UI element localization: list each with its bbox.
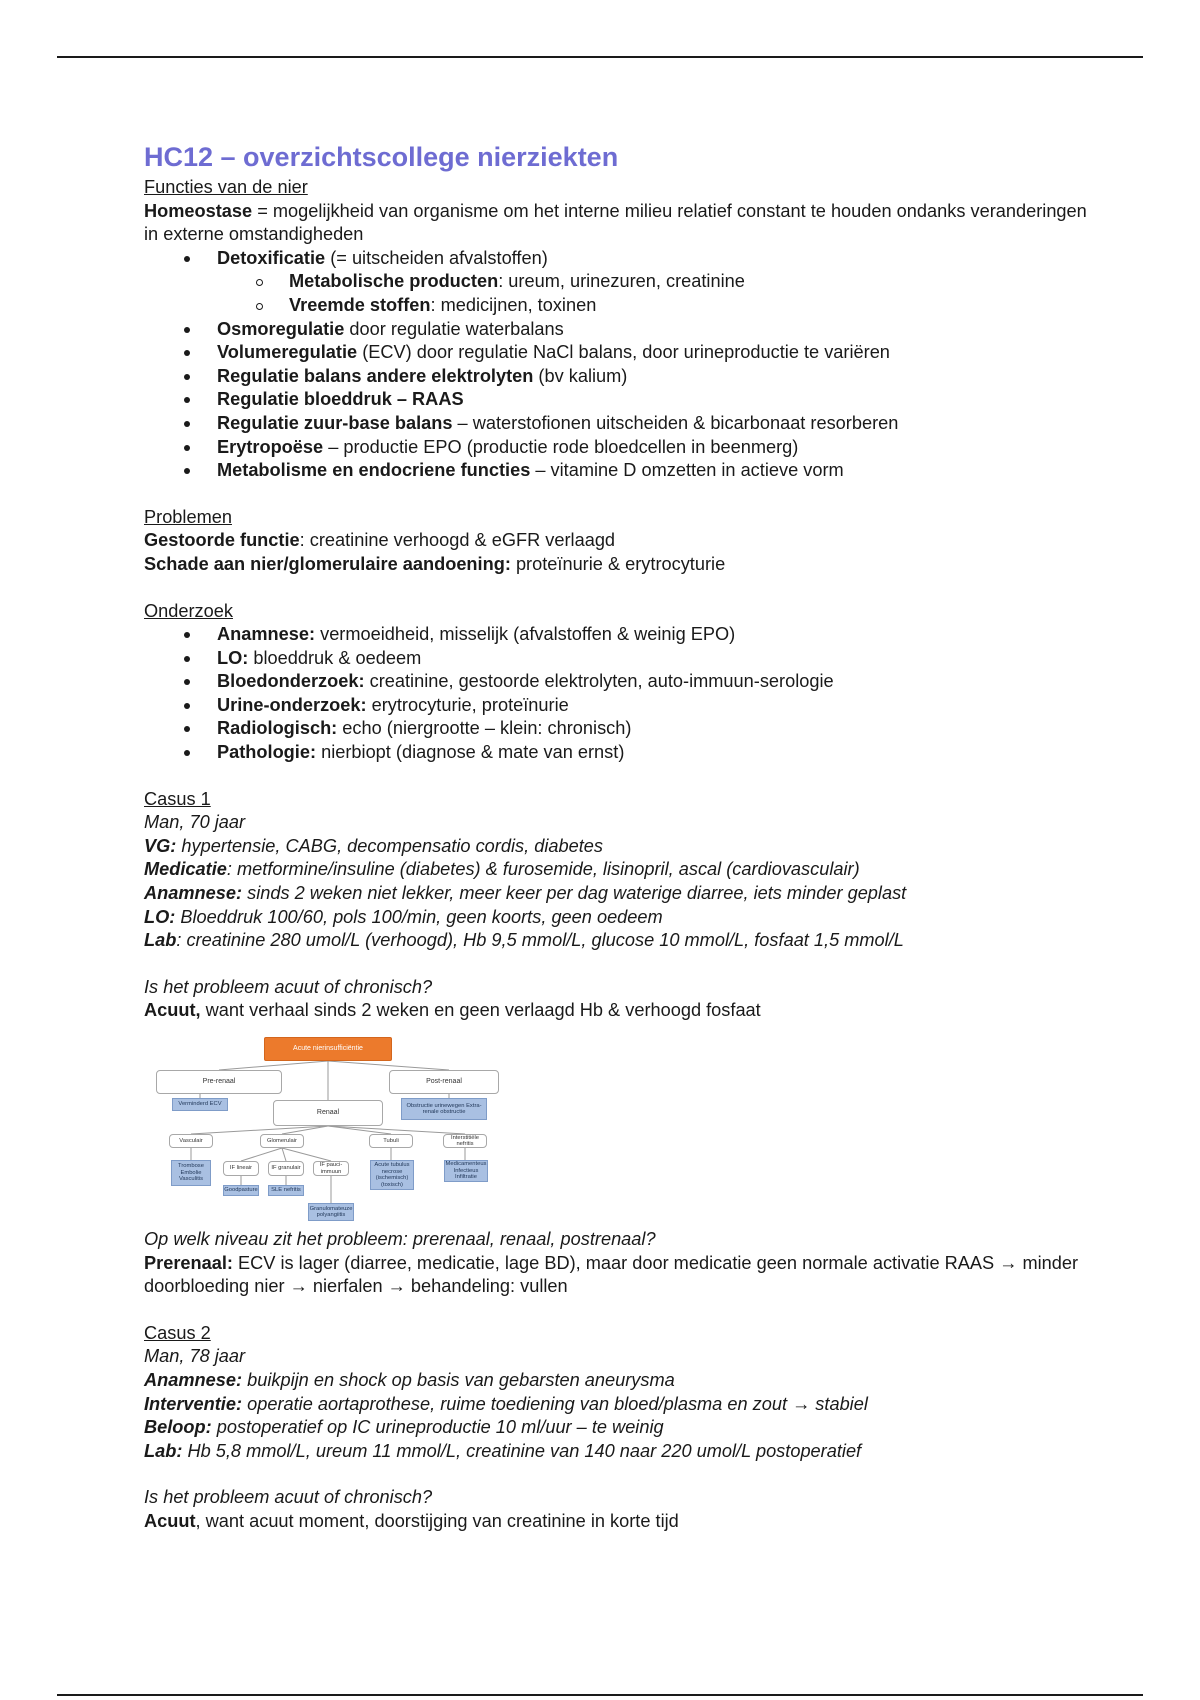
item-text: (= uitscheiden afvalstoffen) [325,247,548,268]
line-text: sinds 2 weken niet lekker, meer keer per dag waterige diarree, iets minder geplast [242,883,907,904]
item-text: : ureum, urinezuren, creatinine [498,271,745,292]
line-term: Beloop: [144,1417,212,1438]
answer-text: want verhaal sinds 2 weken en geen verlaagd Hb & verhoogd fosfaat [200,1000,761,1021]
list-item [144,294,1104,318]
flowchart-prerenal-node: Pre-renaal [156,1070,282,1094]
document-page [144,140,1104,1534]
list-item [144,694,1104,718]
item-term: Regulatie balans andere elektrolyten [217,365,534,386]
line-term: LO: [144,906,176,927]
item-term: Pathologie: [217,742,317,763]
casus1-line [144,906,1104,930]
list-item [144,436,1104,460]
line-term: Anamnese: [144,1369,243,1390]
answer-term: Acuut [144,1510,196,1531]
line-term: Lab [144,930,177,951]
line-term: Gestoorde functie [144,530,300,551]
item-term: Anamnese: [217,624,316,645]
item-text: – productie EPO (productie rode bloedcellen in beenmerg) [323,436,799,457]
problemen-heading: Problemen [144,506,232,527]
item-text: erytrocyturie, proteïnurie [366,694,569,715]
answer-text: ECV is lager (diarree, medicatie, lage BD), maar door medicatie geen normale activatie RAAS → minder doorbloeding nier → nierfalen → behandeling: vullen [144,1252,1079,1297]
flowchart-if-granulair-node: IF granulair [268,1161,304,1176]
answer-term: Acuut, [144,1000,201,1021]
bottom-rule [57,1694,1143,1696]
line-text: : metformine/insuline (diabetes) & furosemide, lisinopril, ascal (cardiovasculair) [226,859,860,880]
functies-heading: Functies van de nier [144,177,308,197]
line-term: VG: [144,835,177,856]
item-text: vermoeidheid, misselijk (afvalstoffen & weinig EPO) [315,624,736,645]
item-text: creatinine, gestoorde elektrolyten, auto-immuun-serologie [364,671,834,692]
homeostase-line [144,200,1104,247]
casus1-answer-1 [144,999,1104,1023]
casus1-heading: Casus 1 [144,788,211,809]
problemen-line [144,553,1104,577]
flowchart-glomerular-node: Glomerulair [260,1134,304,1148]
line-term: Medicatie [144,859,227,880]
list-item [144,741,1104,765]
flowchart-goodpasture: Goodpasture [223,1185,259,1196]
onderzoek-heading: Onderzoek [144,600,233,621]
list-item [144,459,1104,483]
casus1-line [144,835,1104,859]
item-text: nierbiopt (diagnose & mate van ernst) [316,742,625,763]
list-item [144,670,1104,694]
line-text: postoperatief op IC urineproductie 10 ml/uur – te weinig [211,1417,664,1438]
flowchart-tubuli-node: Tubuli [369,1134,413,1148]
flowchart-postrenal-cause: Obstructie urinewegen Extra-renale obstructie [401,1098,487,1120]
item-term: Detoxificatie [217,247,326,268]
casus1-answer-2 [144,1252,1104,1299]
item-text: (ECV) door regulatie NaCl balans, door urineproductie te variëren [357,342,890,363]
casus2-line [144,1369,1104,1393]
casus1-patient: Man, 70 jaar [144,812,246,833]
flowchart-if-pauci-node: IF pauci-immuun [313,1161,349,1176]
problemen-line [144,529,1104,553]
flowchart-interstitial-cause: Medicamenteus Infectieus Infiltratie [445,1161,487,1181]
casus2-line [144,1393,1104,1417]
item-term: Regulatie bloeddruk – RAAS [217,389,464,410]
list-item [144,623,1104,647]
casus2-patient: Man, 78 jaar [144,1346,246,1367]
line-term: Anamnese: [144,883,243,904]
line-term: Schade aan nier/glomerulaire aandoening: [144,553,511,574]
flowchart-vascular-cause: Trombose Embolie Vasculitis [171,1160,211,1186]
page-title: HC12 – overzichtscollege nierziekten [144,142,619,172]
list-item [144,365,1104,389]
line-text: : creatinine verhoogd & eGFR verlaagd [299,530,616,551]
casus2-line [144,1416,1104,1440]
line-text: Bloeddruk 100/60, pols 100/min, geen koorts, geen oedeem [175,906,663,927]
homeostase-text: = mogelijkheid van organisme om het interne milieu relatief constant te houden ondanks veranderingen in externe omstandigheden [144,200,1087,245]
flowchart-if-lineair-node: IF lineair [223,1161,259,1176]
flowchart-renal-node: Renaal [273,1100,383,1126]
item-text: bloeddruk & oedeem [248,647,422,668]
list-item [144,247,1104,271]
item-text: door regulatie waterbalans [344,318,564,339]
line-text: proteïnurie & erytrocyturie [510,553,726,574]
flowchart-prerenal-cause: Verminderd ECV [172,1098,228,1111]
item-text: echo (niergrootte – klein: chronisch) [337,718,632,739]
casus1-line [144,858,1104,882]
item-term: Erytropoëse [217,436,324,457]
line-text: Hb 5,8 mmol/L, ureum 11 mmol/L, creatinine van 140 naar 220 umol/L postoperatief [182,1440,862,1461]
flowchart-tubuli-cause: Acute tubulus necrose (ischemisch) (toxisch) [370,1160,414,1190]
item-term: Urine-onderzoek: [217,694,367,715]
answer-term: Prerenaal: [144,1252,233,1273]
flowchart-acute-nierinsufficientie [144,1028,516,1224]
line-term: Lab: [144,1440,183,1461]
line-text: : creatinine 280 umol/L (verhoogd), Hb 9,5 mmol/L, glucose 10 mmol/L, fosfaat 1,5 mmol/L [176,930,904,951]
answer-text: , want acuut moment, doorstijging van creatinine in korte tijd [195,1510,679,1531]
casus1-question-2: Op welk niveau zit het probleem: prerenaal, renaal, postrenaal? [144,1229,656,1249]
casus2-line [144,1440,1104,1464]
list-item [144,318,1104,342]
item-text: – vitamine D omzetten in actieve vorm [530,460,844,481]
homeostase-term: Homeostase [144,200,253,221]
flowchart-gpa: Granulomateuze polyangiitis [308,1203,354,1221]
item-term: Regulatie zuur-base balans [217,412,453,433]
item-term: Metabolisme en endocriene functies [217,460,531,481]
line-text: hypertensie, CABG, decompensatio cordis, diabetes [176,835,603,856]
functies-list [144,247,1104,271]
casus2-question-1: Is het probleem acuut of chronisch? [144,1487,433,1508]
casus1-line [144,882,1104,906]
item-term: Radiologisch: [217,718,338,739]
functies-list-2 [144,318,1104,483]
list-item [144,388,1104,412]
casus1-line [144,929,1104,953]
list-item [144,341,1104,365]
item-term: LO: [217,647,249,668]
flowchart-root-node: Acute nierinsufficiëntie [264,1037,392,1061]
casus1-question-1: Is het probleem acuut of chronisch? [144,976,433,997]
item-text: (bv kalium) [533,365,628,386]
item-text: : medicijnen, toxinen [430,294,597,315]
line-text: operatie aortaprothese, ruime toediening van bloed/plasma en zout → stabiel [242,1393,868,1414]
top-rule [57,56,1143,58]
flowchart-sle: SLE nefritis [268,1185,304,1196]
casus2-answer-1 [144,1510,1104,1534]
line-term: Interventie: [144,1393,243,1414]
list-item [144,717,1104,741]
item-term: Bloedonderzoek: [217,671,365,692]
onderzoek-list [144,623,1104,765]
flowchart-postrenal-node: Post-renaal [389,1070,499,1094]
line-text: buikpijn en shock op basis van gebarsten aneurysma [242,1369,675,1390]
item-term: Vreemde stoffen [289,294,431,315]
item-term: Volumeregulatie [217,342,358,363]
list-item [144,270,1104,294]
list-item [144,412,1104,436]
casus2-heading: Casus 2 [144,1322,211,1343]
item-text: – waterstofionen uitscheiden & bicarbonaat resorberen [452,412,899,433]
flowchart-interstitial-node: Interstitiële nefritis [443,1134,487,1148]
list-item [144,647,1104,671]
item-term: Metabolische producten [289,271,499,292]
detox-sublist [144,270,1104,317]
item-term: Osmoregulatie [217,318,345,339]
flowchart-vascular-node: Vasculair [169,1134,213,1148]
